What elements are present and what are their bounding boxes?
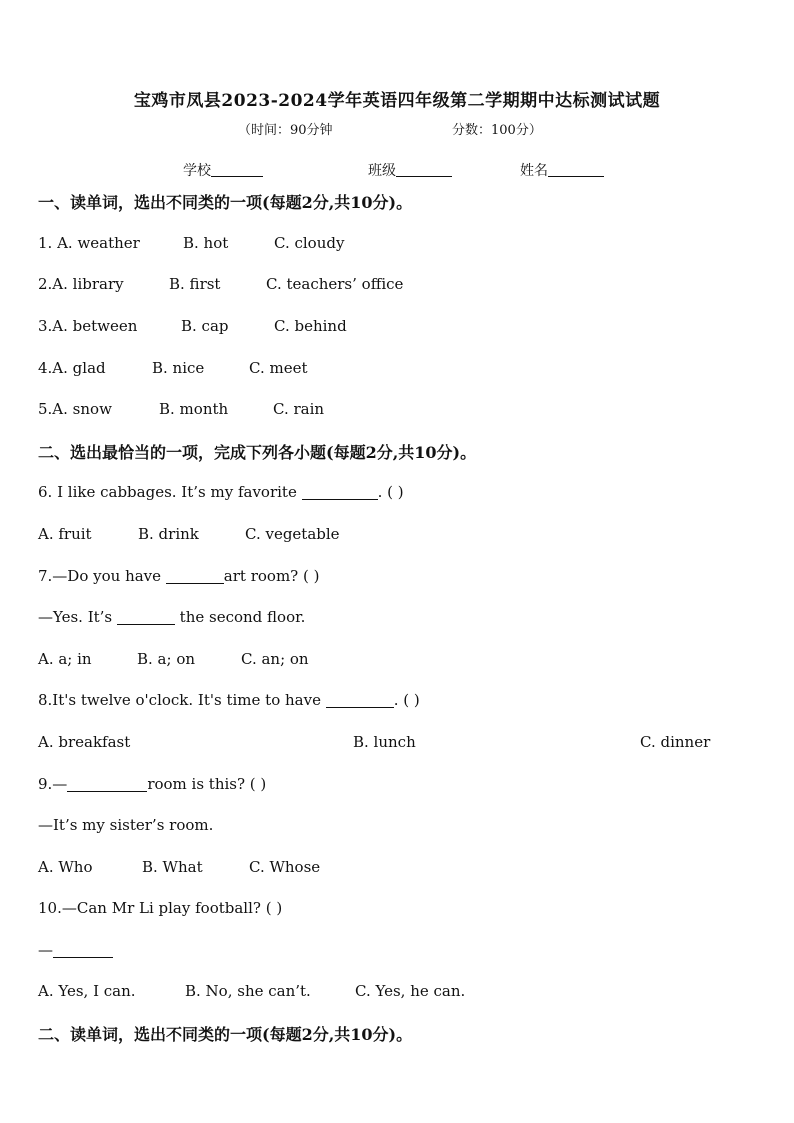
question-9-stem (38, 775, 266, 793)
name-label: 姓名 (520, 163, 548, 179)
q2-option-a: 2.A. library (38, 275, 124, 293)
q9-option-c: C. Whose (249, 858, 321, 876)
q9-text-after: room is this? ( ) (147, 775, 267, 793)
q6-option-b: B. drink (138, 525, 199, 543)
q6-blank[interactable] (302, 484, 378, 500)
q10-option-a: A. Yes, I can. (38, 982, 136, 1000)
time-limit: （时间：90分钟 (238, 123, 333, 138)
q9-option-b: B. What (142, 858, 203, 876)
q1-option-c: C. cloudy (274, 234, 345, 252)
question-10-answer-line (38, 941, 113, 959)
section2-heading: 二、选出最恰当的一项，完成下列各小题(每题2分,共10分)。 (38, 443, 477, 462)
q6-option-c: C. vegetable (245, 525, 340, 543)
q1-option-b: B. hot (183, 234, 229, 252)
q2-option-c: C. teachers’ office (266, 275, 404, 293)
school-blank[interactable] (211, 162, 263, 177)
q4-option-a: 4.A. glad (38, 359, 106, 377)
q3-option-b: B. cap (181, 317, 229, 335)
question-7-stem (38, 567, 319, 585)
school-field (183, 160, 263, 180)
q7-line1-before: 7.—Do you have (38, 567, 166, 585)
question-6-stem (38, 483, 404, 501)
q6-option-a: A. fruit (38, 525, 92, 543)
q7-option-a: A. a; in (38, 650, 92, 668)
q7-line2-before: —Yes. It’s (38, 608, 117, 626)
question-8-stem (38, 691, 420, 709)
q10-line2-dash: — (38, 941, 53, 959)
q7-option-b: B. a; on (137, 650, 196, 668)
page-title: 宝鸡市凤县2023-2024学年英语四年级第二学期期中达标测试试题 (133, 91, 661, 111)
school-label: 学校 (183, 163, 211, 179)
q8-option-c: C. dinner (640, 733, 711, 751)
q6-text-after: . ( ) (377, 483, 404, 501)
q9-option-a: A. Who (38, 858, 93, 876)
q8-option-a: A. breakfast (38, 733, 131, 751)
q2-option-b: B. first (169, 275, 221, 293)
question-10-stem: 10.—Can Mr Li play football? ( ) (38, 899, 283, 917)
class-field (368, 160, 452, 180)
q8-text-after: . ( ) (393, 691, 420, 709)
class-blank[interactable] (396, 162, 452, 177)
q3-option-a: 3.A. between (38, 317, 138, 335)
q4-option-b: B. nice (152, 359, 205, 377)
q8-blank[interactable] (326, 692, 394, 708)
q10-option-c: C. Yes, he can. (355, 982, 466, 1000)
total-score: 分数：100分） (452, 123, 542, 138)
q5-option-b: B. month (159, 400, 229, 418)
name-field (520, 160, 604, 180)
q7-option-c: C. an; on (241, 650, 309, 668)
q9-text-before: 9.— (38, 775, 68, 793)
q7-blank-1[interactable] (166, 568, 224, 584)
q5-option-c: C. rain (273, 400, 325, 418)
section3-heading: 二、读单词，选出不同类的一项(每题2分,共10分)。 (38, 1025, 413, 1044)
q8-text-before: 8.It's twelve o'clock. It's time to have (38, 691, 326, 709)
question-7-answer-line (38, 608, 305, 626)
q7-line2-after: the second floor. (174, 608, 306, 626)
q6-text-before: 6. I like cabbages. It’s my favorite (38, 483, 302, 501)
q10-option-b: B. No, she can’t. (185, 982, 311, 1000)
q1-option-a: 1. A. weather (38, 234, 140, 252)
q9-blank[interactable] (67, 776, 147, 792)
q3-option-c: C. behind (274, 317, 347, 335)
q7-line1-after: art room? ( ) (223, 567, 320, 585)
question-9-answer-line: —It’s my sister’s room. (38, 816, 214, 834)
q7-blank-2[interactable] (117, 609, 175, 625)
class-label: 班级 (368, 163, 396, 179)
q8-option-b: B. lunch (353, 733, 416, 751)
section1-heading: 一、读单词，选出不同类的一项(每题2分,共10分)。 (38, 193, 413, 212)
name-blank[interactable] (548, 162, 604, 177)
q4-option-c: C. meet (249, 359, 308, 377)
q10-blank[interactable] (53, 942, 113, 958)
q5-option-a: 5.A. snow (38, 400, 112, 418)
